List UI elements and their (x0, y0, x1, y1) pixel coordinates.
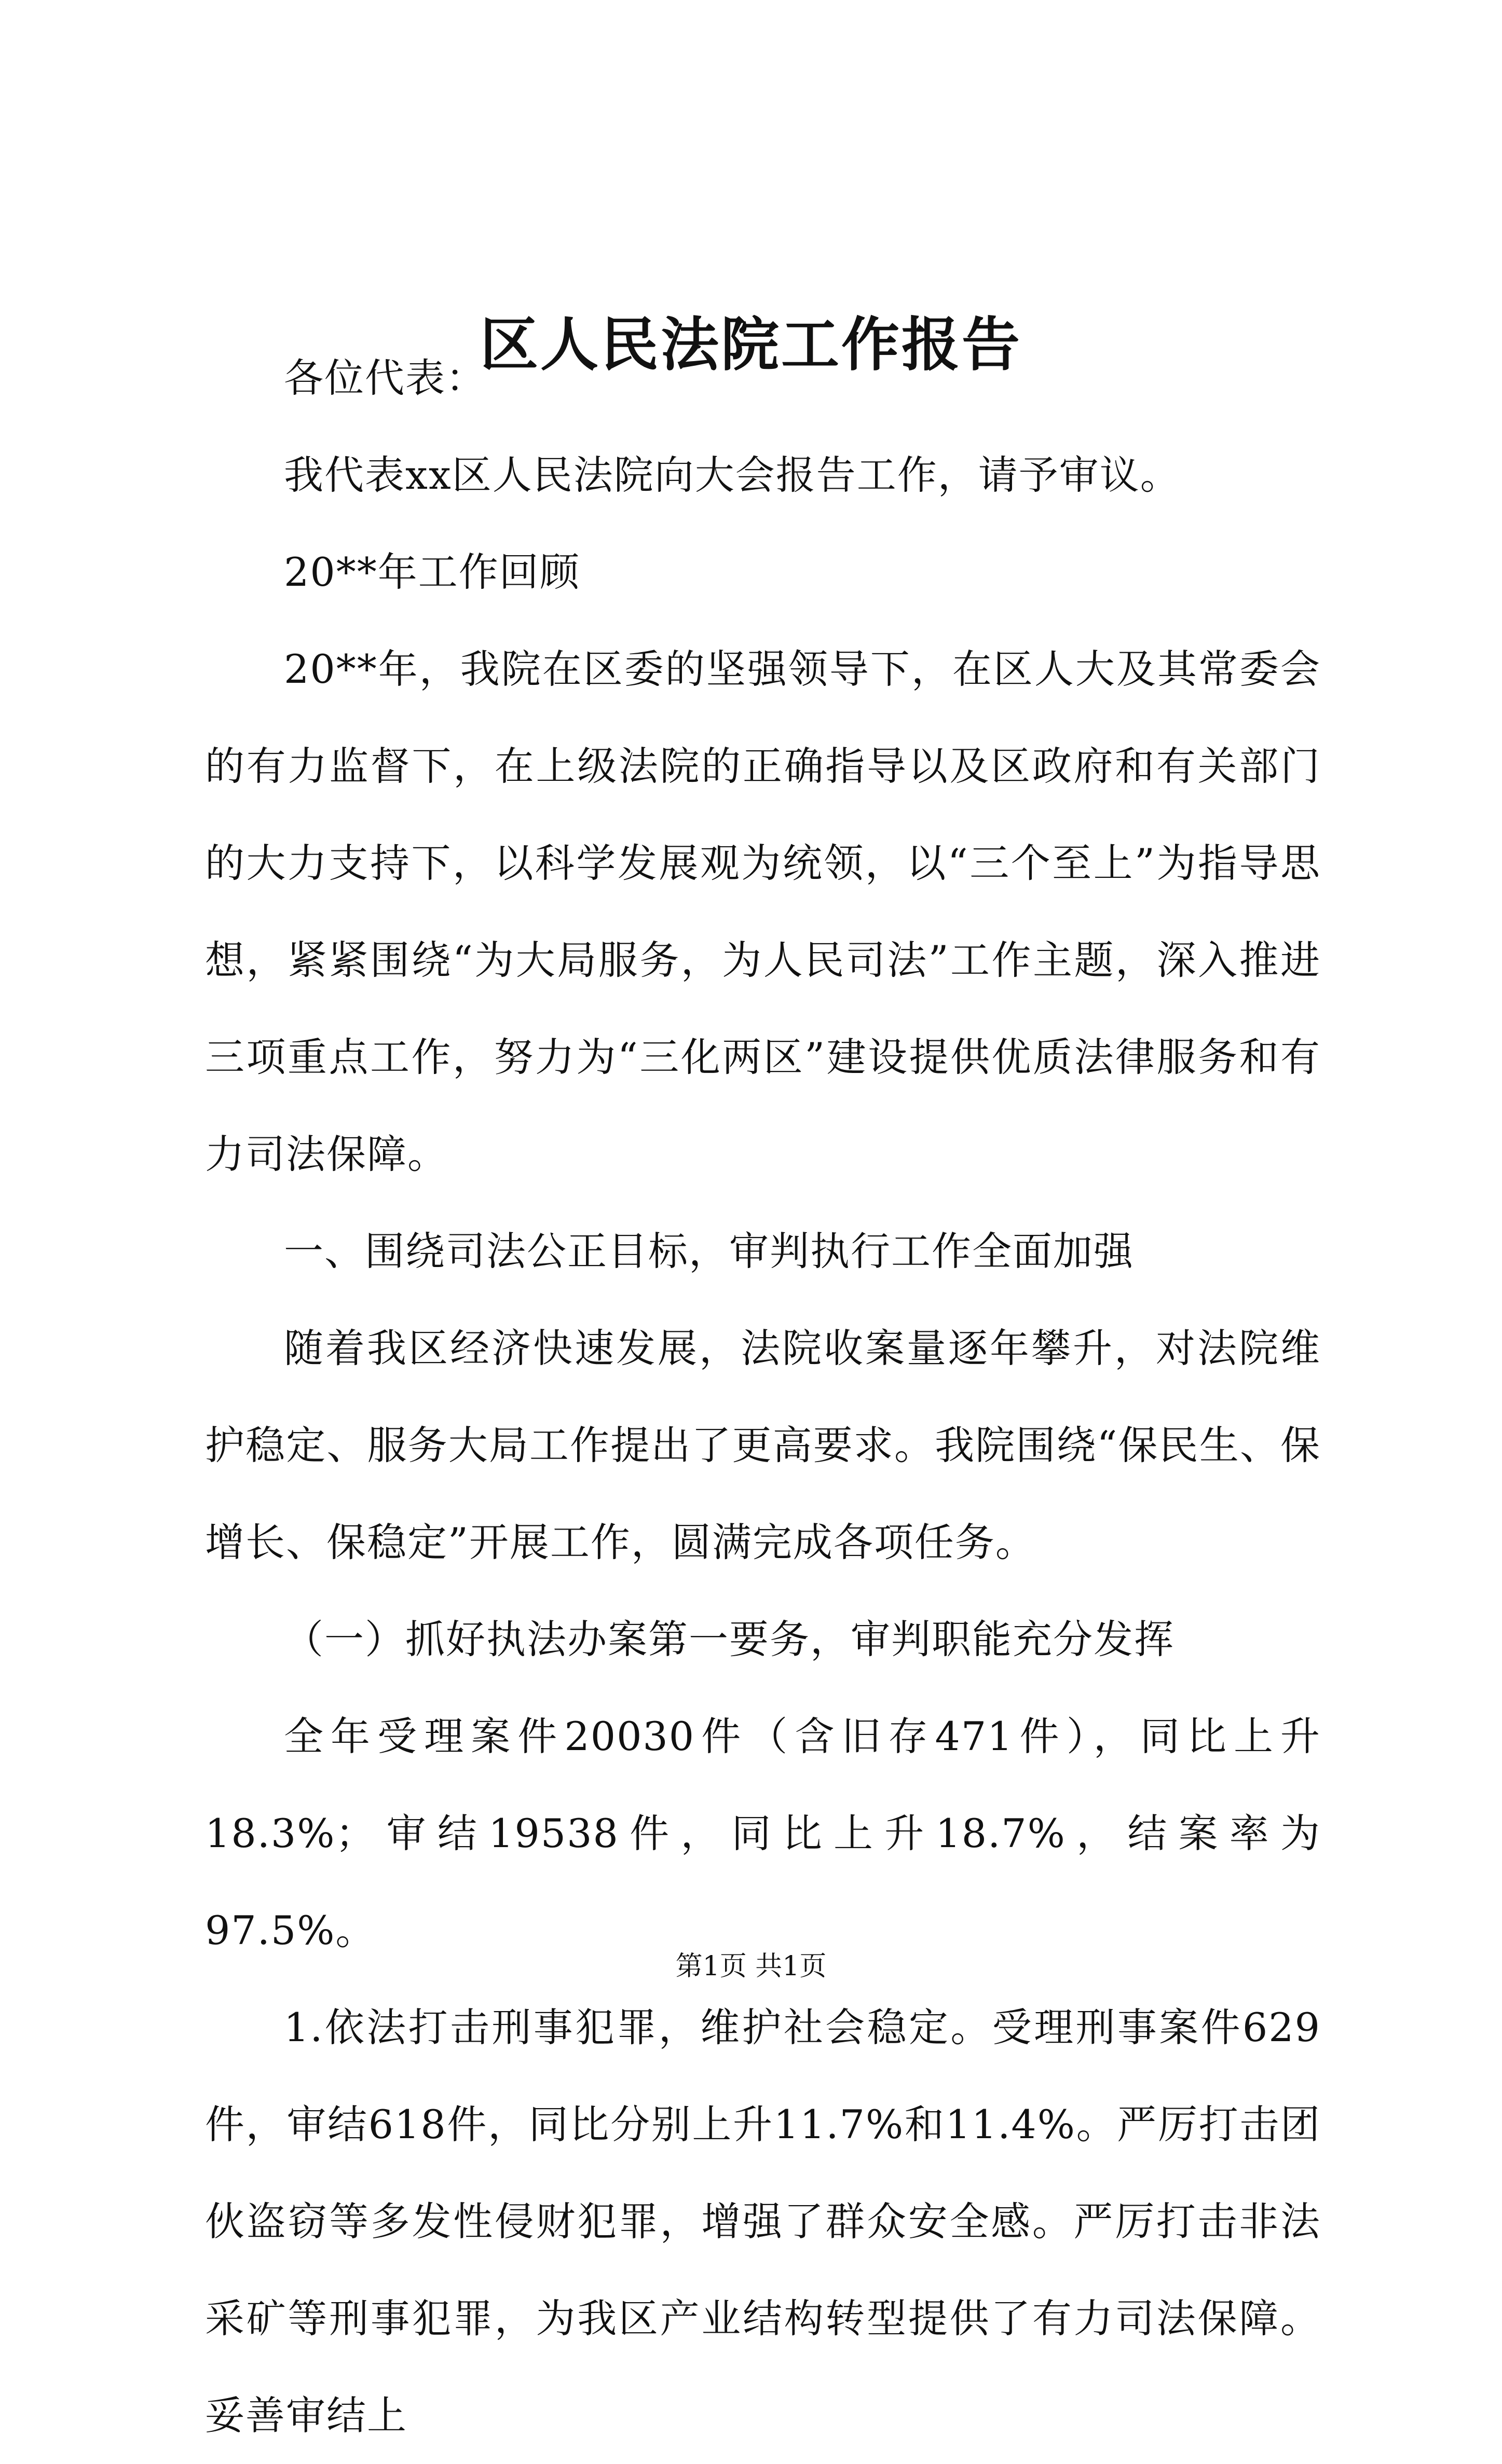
subsection-heading-1: （一）抓好执法办案第一要务，审判职能充分发挥 (284, 1616, 1175, 1662)
body-paragraph: 20**年，我院在区委的坚强领导下，在区人大及其常委会的有力监督下，在上级法院的正确指导以及区政府和有关部门的大力支持下，以科学发展观为统领，以“三个至上”为指导思想，紧紧围绕“为大局服务，为人民司法”工作主题，深入推进三项重点工作，努力为“三化两区”建设提供优质法律服务和有力司法保障。 (205, 646, 1321, 1177)
body-paragraph: 全年受理案件20030件（含旧存471件），同比上升18.3%；审结19538件，同比上升18.7%，结案率为97.5%。 (205, 1713, 1321, 1953)
body-paragraph: 随着我区经济快速发展，法院收案量逐年攀升，对法院维护稳定、服务大局工作提出了更高要求。我院围绕“保民生、保增长、保稳定”开展工作，圆满完成各项任务。 (205, 1325, 1321, 1565)
section-heading-1: 一、围绕司法公正目标，审判执行工作全面加强 (284, 1228, 1134, 1274)
page-footer: 第1页 共1页 (675, 1951, 827, 1982)
salutation: 各位代表： (284, 355, 486, 401)
opening-paragraph: 我代表xx区人民法院向大会报告工作，请予审议。 (284, 452, 1181, 498)
document-body (205, 329, 1321, 2464)
section-heading-review: 20**年工作回顾 (284, 549, 580, 595)
body-paragraph: 1.依法打击刑事犯罪，维护社会稳定。受理刑事案件629件，审结618件，同比分别上升11.7%和11.4%。严厉打击团伙盗窃等多发性侵财犯罪，增强了群众安全感。严厉打击非法采矿等刑事犯罪，为我区产业结构转型提供了有力司法保障。妥善审结上 (205, 2004, 1321, 2439)
document-title: 区人民法院工作报告 (480, 311, 1022, 379)
